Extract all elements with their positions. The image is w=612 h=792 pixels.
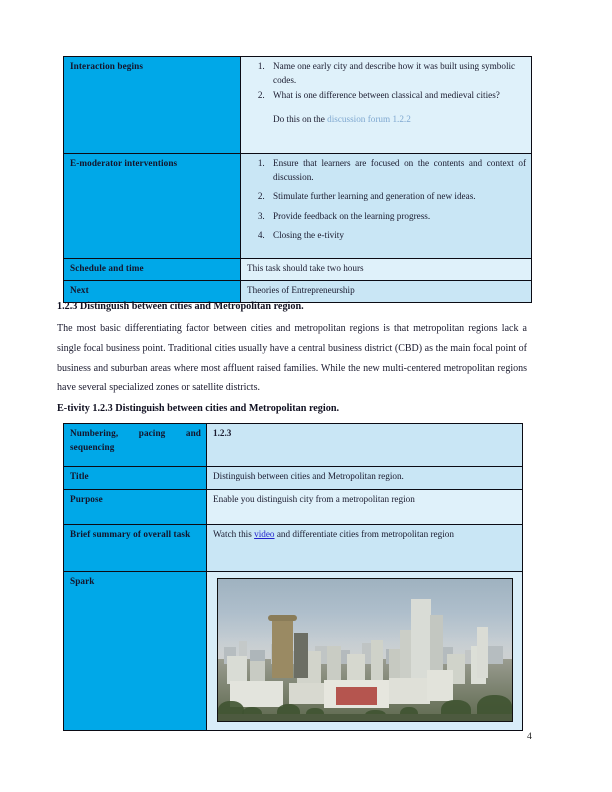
table-row	[64, 525, 523, 572]
row-value-title: Distinguish between cities and Metropolitan region.	[207, 467, 523, 490]
table-row	[64, 57, 532, 154]
row-value-brief-summary	[207, 525, 523, 572]
page-number: 4	[527, 731, 532, 742]
row-value-numbering: 1.2.3	[207, 424, 523, 467]
row-label-schedule-and-time: Schedule and time	[64, 259, 241, 281]
video-link[interactable]: video	[254, 529, 275, 539]
row-label-next: Next	[64, 281, 241, 303]
do-this-on-line	[247, 113, 526, 127]
row-value-schedule-and-time: This task should take two hours	[241, 259, 532, 281]
table-row	[64, 259, 532, 281]
table-row	[64, 424, 523, 467]
row-value-purpose: Enable you distinguish city from a metropolitan region	[207, 490, 523, 525]
list-item: 2. Stimulate further learning and generation of new ideas.	[267, 190, 526, 204]
row-label-brief-summary: Brief summary of overall task	[64, 525, 207, 572]
row-value-emoderator-interventions	[241, 154, 532, 259]
emoderator-interventions-list	[247, 157, 526, 243]
list-item: 3. Provide feedback on the learning progress.	[267, 210, 526, 224]
table-row	[64, 154, 532, 259]
section-body-paragraph: The most basic differentiating factor between cities and metropolitan regions is that metropolitan regions lack a single focal business point. Traditional cities usually have a central business district (CBD) as the main focal point of business and suburban areas where most affluent raised families. While the new multi-centered metropolitan regions have several specialized zones or satellite districts.	[57, 323, 527, 394]
row-label-purpose: Purpose	[64, 490, 207, 525]
interaction-begins-list	[247, 60, 526, 103]
city-skyline-photo	[217, 578, 513, 722]
row-label-emoderator-interventions: E-moderator interventions	[64, 154, 241, 259]
row-label-spark: Spark	[64, 572, 207, 731]
list-item: 1. Name one early city and describe how it was built using symbolic codes.	[267, 60, 526, 88]
list-item: 1. Ensure that learners are focused on the contents and context of discussion.	[267, 157, 526, 185]
row-label-interaction-begins: Interaction begins	[64, 57, 241, 154]
table-row	[64, 281, 532, 303]
do-this-prefix: Do this on the	[273, 113, 328, 124]
discussion-forum-link[interactable]: discussion forum 1.2.2	[327, 113, 411, 124]
row-label-title: Title	[64, 467, 207, 490]
etivity-123-heading: E-tivity 1.2.3 Distinguish between cities and Metropolitan region.	[57, 403, 340, 414]
table-row	[64, 572, 523, 731]
list-item: 4. Closing the e-tivity	[267, 229, 526, 243]
brief-summary-suffix: and differentiate cities from metropolitan region	[274, 529, 454, 539]
table-row	[64, 467, 523, 490]
row-label-numbering-pacing-sequencing: Numbering, pacing and sequencing	[64, 424, 207, 467]
table-row	[64, 490, 523, 525]
etivity-123-table	[63, 423, 523, 731]
etivity-continuation-table	[63, 56, 532, 303]
section-heading-123: 1.2.3 Distinguish between cities and Metropolitan region.	[57, 301, 304, 312]
brief-summary-prefix: Watch this	[213, 529, 255, 539]
list-item: 2. What is one difference between classical and medieval cities?	[267, 89, 526, 103]
row-value-spark	[207, 572, 523, 731]
row-value-next: Theories of Entrepreneurship	[241, 281, 532, 303]
row-value-interaction-begins	[241, 57, 532, 154]
